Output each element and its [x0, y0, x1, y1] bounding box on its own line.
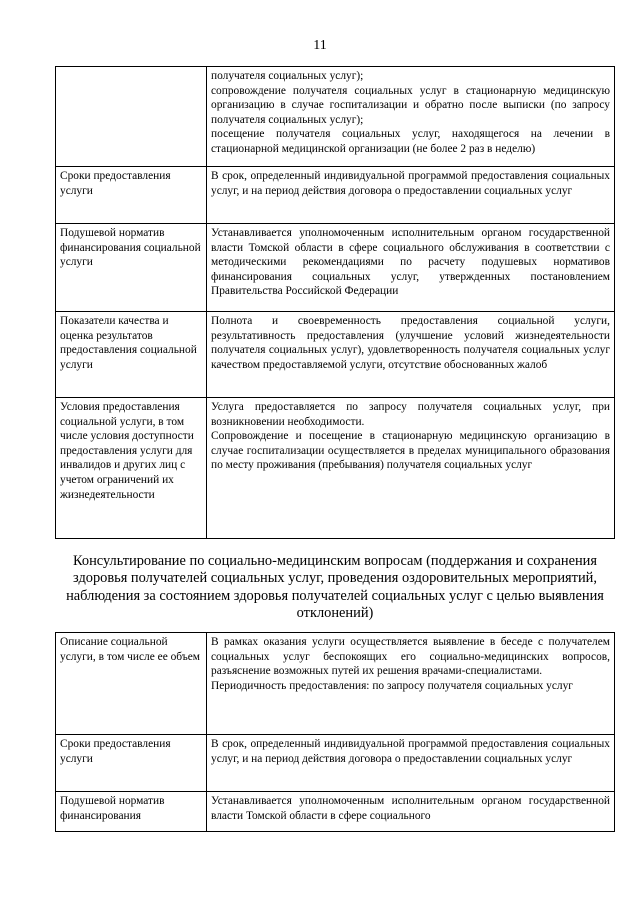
row-description — [207, 224, 615, 312]
row-label — [56, 67, 207, 167]
table-row — [56, 224, 615, 312]
page-number: 11 — [313, 38, 327, 53]
row-description — [207, 398, 615, 539]
paragraph: Услуга предоставляется по запросу получателя социальных услуг, при возникновении необходимости. — [211, 401, 610, 428]
table-row — [56, 633, 615, 735]
table-row — [56, 167, 615, 224]
paragraph: Сопровождение и посещение в стационарную медицинскую организацию в случае госпитализации осуществляется в пределах муниципального образования по месту проживания (пребывания) получателя социальных услуг — [211, 430, 610, 472]
service-table-1 — [55, 66, 615, 539]
table-row — [56, 67, 615, 167]
row-label: Сроки предоставления услуги — [56, 167, 207, 224]
service-table-2 — [55, 632, 615, 832]
row-description — [207, 67, 615, 167]
row-description — [207, 167, 615, 224]
table-row — [56, 792, 615, 832]
row-label: Условия предоставления социальной услуги, в том числе условия доступности предоставления услуги для инвалидов и других лиц с учетом ограничений их жизнедеятельности — [56, 398, 207, 539]
paragraph: посещение получателя социальных услуг, находящегося на лечении в стационарной медицинской организации (не более 2 раз в неделю) — [211, 128, 610, 155]
paragraph: В рамках оказания услуги осуществляется выявление в беседе с получателем социальных услуг беспокоящих его социально-медицинских вопросов, разъяснение возможных путей их решения врачами-специалистами. — [211, 636, 610, 678]
row-label: Показатели качества и оценка результатов предоставления социальной услуги — [56, 312, 207, 398]
paragraph: Полнота и своевременность предоставления социальной услуги, результативность предоставления (улучшение условий жизнедеятельности получателя социальных услуг), удовлетворенность получателя социальных услуг качеством предоставляемой услуги, отсутствие обоснованных жалоб — [211, 315, 610, 371]
row-label: Подушевой норматив финансирования — [56, 792, 207, 832]
paragraph: Устанавливается уполномоченным исполнительным органом государственной власти Томской области в сфере социального — [211, 795, 610, 822]
row-label: Описание социальной услуги, в том числе ее объем — [56, 633, 207, 735]
section-heading: Консультирование по социально-медицинским вопросам (поддержания и сохранения здоровья получателей социальных услуг, проведения оздоровительных мероприятий, наблюдения за состоянием здоровья получателей социальных услуг с целью выявления отклонений) — [66, 553, 604, 622]
paragraph: Устанавливается уполномоченным исполнительным органом государственной власти Томской области в сфере социального обслуживания в соответствии с методическими рекомендациями по расчету подушевых нормативов финансирования социальных услуг, утвержденных постановлением Правительства Российской Федерации — [211, 227, 610, 298]
row-description — [207, 312, 615, 398]
table-row — [56, 398, 615, 539]
row-description — [207, 792, 615, 832]
row-label: Сроки предоставления услуги — [56, 735, 207, 792]
paragraph: Периодичность предоставления: по запросу получателя социальных услуг — [211, 679, 573, 692]
paragraph: сопровождение получателя социальных услуг в стационарную медицинскую организацию в случае госпитализации и обратно после выписки (по запросу получателя социальных услуг); — [211, 84, 610, 126]
row-description — [207, 633, 615, 735]
paragraph: В срок, определенный индивидуальной программой предоставления социальных услуг, и на период действия договора о предоставлении социальных услуг — [211, 170, 610, 197]
paragraph: В срок, определенный индивидуальной программой предоставления социальных услуг, и на период действия договора о предоставлении социальных услуг — [211, 738, 610, 765]
row-label: Подушевой норматив финансирования социальной услуги — [56, 224, 207, 312]
table-row — [56, 312, 615, 398]
paragraph: получателя социальных услуг); — [211, 70, 364, 82]
row-description — [207, 735, 615, 792]
table-row — [56, 735, 615, 792]
